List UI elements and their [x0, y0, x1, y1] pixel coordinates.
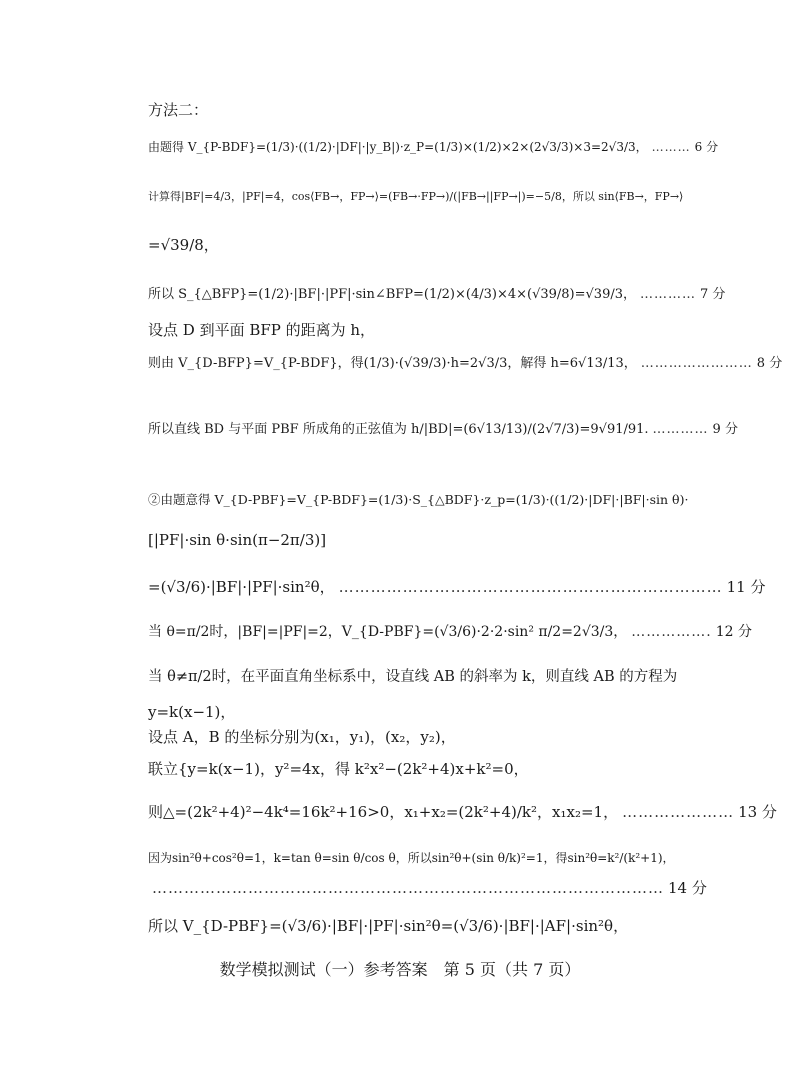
solution-line-12: 当 θ≠π/2时，在平面直角坐标系中，设直线 AB 的斜率为 k，则直线 AB 的方程为 [148, 669, 678, 685]
solution-line-5: 设点 D 到平面 BFP 的距离为 h， [148, 321, 376, 339]
solution-line-18: …………………………………………………………………………………… 14 分 [152, 879, 707, 897]
solution-line-10: =(√3/6)·|BF|·|PF|·sin²θ， ……………………………………………………………… 11 分 [148, 578, 766, 596]
solution-line-6: 则由 V_{D-BFP}=V_{P-BDF}，得(1/3)·(√39/3)·h=2√3/3，解得 h=6√13/13， …………………… 8 分 [148, 356, 783, 371]
solution-line-1: 由题得 V_{P-BDF}=(1/3)·((1/2)·|DF|·|y_B|)·z_P=(1/3)×(1/2)×2×(2√3/3)×3=2√3/3， ……… 6 分 [148, 140, 719, 154]
solution-line-9: [|PF|·sin θ·sin(π−2π/3)] [148, 531, 327, 549]
page-footer: 数学模拟测试（一）参考答案 第 5 页（共 7 页） [219, 960, 581, 979]
solution-line-8: ②由题意得 V_{D-PBF}=V_{P-BDF}=(1/3)·S_{△BDF}·z_p=(1/3)·((1/2)·|DF|·|BF|·sin θ)· [148, 492, 689, 507]
method-two-heading: 方法二： [148, 101, 209, 119]
solution-line-11: 当 θ=π/2时，|BF|=|PF|=2，V_{D-PBF}=(√3/6)·2·2·sin² π/2=2√3/3， ……………. 12 分 [148, 624, 753, 640]
solution-line-13: y=k(x−1)， [148, 703, 236, 721]
solution-line-3: =√39/8， [148, 236, 219, 254]
solution-line-4: 所以 S_{△BFP}=(1/2)·|BF|·|PF|·sin∠BFP=(1/2)×(4/3)×4×(√39/8)=√39/3， ………… 7 分 [148, 287, 726, 302]
solution-line-2: 计算得|BF|=4/3，|PF|=4，cos⟨FB→，FP→⟩=(FB→·FP→)/(|FB→||FP→|)=−5/8，所以 sin⟨FB→，FP→⟩ [148, 190, 684, 203]
solution-line-14: 设点 A，B 的坐标分别为(x₁，y₁)，(x₂，y₂)， [148, 728, 456, 746]
solution-line-17: 因为sin²θ+cos²θ=1，k=tan θ=sin θ/cos θ，所以sin²θ+(sin θ/k)²=1，得sin²θ=k²/(k²+1)， [148, 851, 675, 865]
solution-line-15: 联立{y=k(x−1)，y²=4x，得 k²x²−(2k²+4)x+k²=0， [148, 760, 529, 778]
solution-line-7: 所以直线 BD 与平面 PBF 所成角的正弦值为 h/|BD|=(6√13/13)/(2√7/3)=9√91/91. ………… 9 分 [148, 422, 738, 437]
solution-line-19: 所以 V_{D-PBF}=(√3/6)·|BF|·|PF|·sin²θ=(√3/6)·|BF|·|AF|·sin²θ， [148, 917, 629, 935]
solution-line-16: 则△=(2k²+4)²−4k⁴=16k²+16>0，x₁+x₂=(2k²+4)/k²，x₁x₂=1， ………………… 13 分 [148, 803, 777, 821]
